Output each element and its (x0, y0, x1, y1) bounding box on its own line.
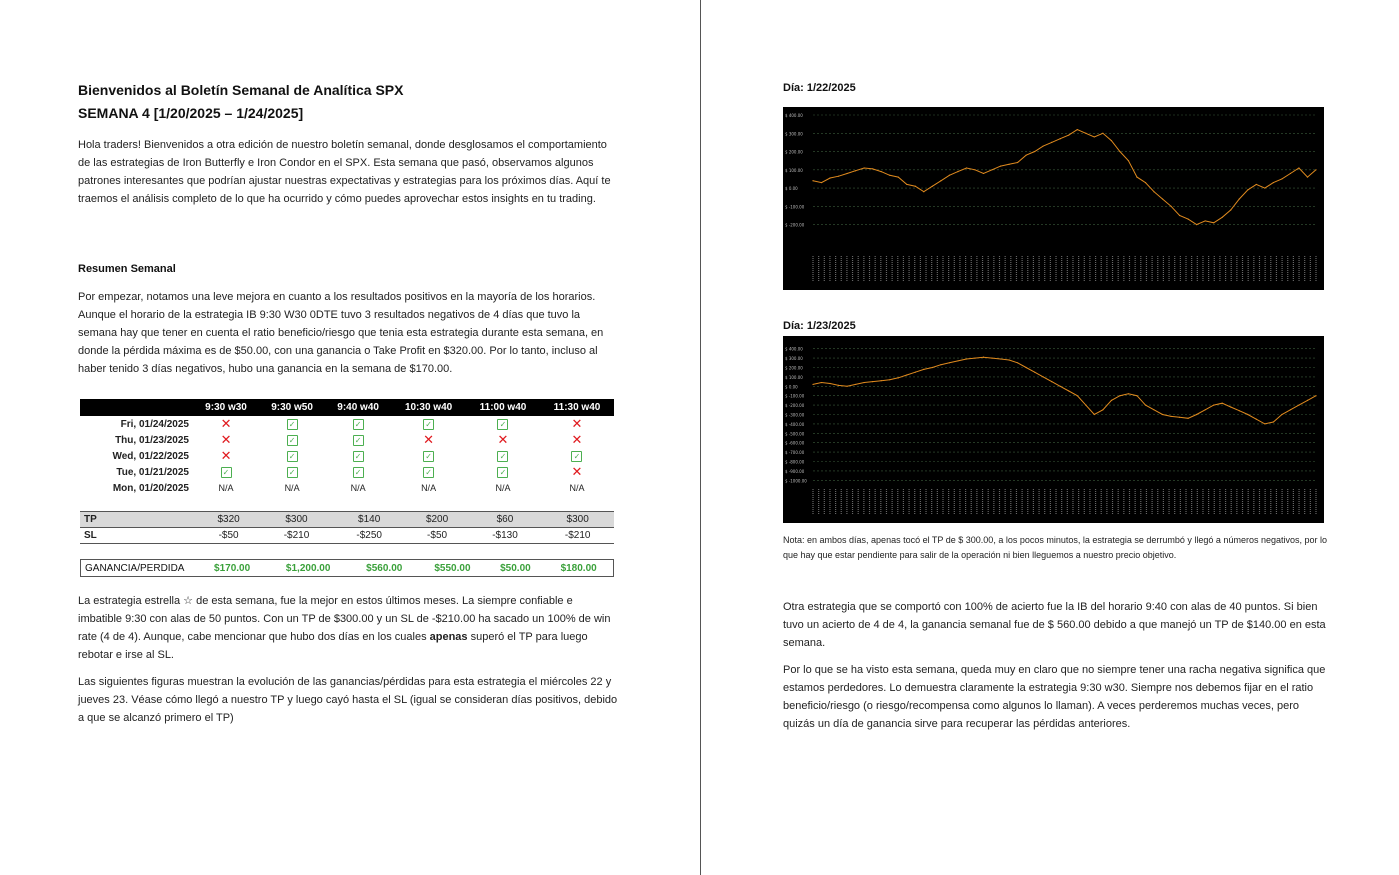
data-point (1034, 151, 1035, 152)
header-1100w40: 11:00 w40 (466, 399, 540, 416)
data-point (855, 170, 856, 171)
data-point (1051, 142, 1052, 143)
result-cell (466, 432, 540, 448)
star-strategy-paragraph (78, 592, 618, 664)
pnl-series-line (813, 357, 1316, 424)
result-cell (391, 432, 466, 448)
tp-value: $60 (469, 512, 542, 528)
sl-value: -$50 (197, 528, 260, 544)
data-point (1026, 155, 1027, 156)
data-point (983, 173, 984, 174)
chart-day2-svg (783, 336, 1324, 523)
data-point (1315, 395, 1316, 396)
gain-value: $170.00 (198, 560, 266, 577)
data-point (1281, 178, 1282, 179)
data-point (1077, 395, 1078, 396)
x-mark-icon: ✕ (497, 432, 509, 447)
y-tick-label: $ -500.00 (785, 431, 805, 437)
y-tick-label: $ 0.00 (785, 186, 798, 192)
header-1130w40: 11:30 w40 (540, 399, 614, 416)
row-date: Wed, 01/22/2025 (112, 450, 189, 462)
star-text-b: superó el TP para luego rebotar e irse al SL. (78, 631, 588, 661)
data-point (889, 175, 890, 176)
check-box-icon: ✓ (571, 451, 582, 462)
check-box-icon: ✓ (287, 451, 298, 462)
data-point (1085, 133, 1086, 134)
check-box-icon: ✓ (353, 419, 364, 430)
week-title: SEMANA 4 [1/20/2025 – 1/24/2025] (78, 105, 304, 121)
data-point (1315, 169, 1316, 170)
data-point (1179, 215, 1180, 216)
result-cell (259, 432, 325, 448)
data-point (1196, 224, 1197, 225)
result-cell (193, 480, 259, 496)
y-tick-label: $ 100.00 (785, 374, 803, 380)
na-value: N/A (569, 482, 585, 493)
results-body (80, 416, 614, 496)
data-point (1162, 198, 1163, 199)
data-point (1213, 405, 1214, 406)
y-tick-label: $ 400.00 (785, 346, 803, 352)
tp-row (80, 512, 614, 528)
results-corner (80, 399, 193, 416)
data-point (923, 369, 924, 370)
data-point (974, 358, 975, 359)
result-cell (540, 432, 614, 448)
gain-value: $50.00 (487, 560, 545, 577)
results-row (80, 432, 614, 448)
tp-label: TP (80, 512, 197, 528)
data-point (1153, 191, 1154, 192)
data-point (898, 177, 899, 178)
data-point (1026, 367, 1027, 368)
result-cell (193, 432, 259, 448)
check-box-icon: ✓ (497, 467, 508, 478)
result-cell (325, 464, 391, 480)
data-point (1043, 376, 1044, 377)
data-point (1102, 409, 1103, 410)
gain-table (80, 559, 614, 577)
data-point (1119, 151, 1120, 152)
check-box-icon: ✓ (353, 451, 364, 462)
data-point (1136, 177, 1137, 178)
data-point (829, 177, 830, 178)
y-tick-label: $ -300.00 (785, 412, 805, 418)
results-row (80, 448, 614, 464)
result-cell (466, 464, 540, 480)
day2-label: Día: 1/23/2025 (783, 320, 856, 332)
header-930w50: 9:30 w50 (259, 399, 325, 416)
data-point (923, 191, 924, 192)
figures-paragraph: Las siguientes figuras muestran la evolución de las ganancias/pérdidas para esta estrategia el miércoles 22 y jueves 23. Véase cómo llegó a nuestro TP y luego cayó hasta el SL (igual se consideran días positivos, debido a que se alcanzó primero el TP) (78, 676, 618, 724)
data-point (1264, 423, 1265, 424)
tp-value: $300 (260, 512, 333, 528)
y-tick-label: $ -200.00 (785, 403, 805, 409)
data-point (1077, 129, 1078, 130)
sl-value: -$50 (405, 528, 468, 544)
data-point (940, 364, 941, 365)
data-point (932, 186, 933, 187)
result-cell (540, 448, 614, 464)
result-cell (193, 448, 259, 464)
chart-day1 (783, 107, 1324, 290)
result-cell (391, 480, 466, 496)
data-point (1051, 381, 1052, 382)
data-point (1298, 167, 1299, 168)
data-point (1085, 405, 1086, 406)
result-cell (325, 432, 391, 448)
check-box-icon: ✓ (497, 451, 508, 462)
x-mark-icon: ✕ (571, 416, 583, 431)
y-tick-label: $ -1000.00 (785, 478, 807, 484)
data-point (821, 182, 822, 183)
check-box-icon: ✓ (423, 467, 434, 478)
row-date: Mon, 01/20/2025 (112, 482, 189, 494)
right-paragraph-2: Por lo que se ha visto esta semana, queda muy en claro que no siempre tener una racha negativa significa que estamos perdedores. Lo demuestra claramente la estrategia 9:30 w30. Siempre nos debemos fijar en el ratio beneficio/riesgo (o riesgo/recompensa como algunos lo llaman). A veces perderemos muchas veces, pero quizás un día de ganancia sirve para recuperar las pérdidas anteriores. (783, 664, 1326, 730)
check-box-icon: ✓ (221, 467, 232, 478)
result-cell (391, 448, 466, 464)
data-point (1128, 160, 1129, 161)
y-tick-label: $ -400.00 (785, 421, 805, 427)
data-point (1230, 406, 1231, 407)
y-tick-label: $ -900.00 (785, 468, 805, 474)
na-value: N/A (495, 482, 511, 493)
data-point (855, 384, 856, 385)
data-point (1239, 198, 1240, 199)
results-row (80, 464, 614, 480)
data-point (847, 173, 848, 174)
data-point (1145, 182, 1146, 183)
results-row (80, 416, 614, 432)
data-point (949, 362, 950, 363)
data-point (1017, 362, 1018, 363)
data-point (1222, 217, 1223, 218)
result-cell (391, 416, 466, 432)
data-point (1247, 189, 1248, 190)
data-point (1273, 182, 1274, 183)
y-tick-label: $ 300.00 (785, 131, 803, 137)
x-mark-icon: ✕ (423, 432, 435, 447)
data-point (1170, 206, 1171, 207)
data-point (991, 358, 992, 359)
tp-value: $300 (541, 512, 614, 528)
y-tick-label: $ 200.00 (785, 149, 803, 155)
data-point (1290, 409, 1291, 410)
data-point (1102, 133, 1103, 134)
data-point (1264, 187, 1265, 188)
right-paragraph-1: Otra estrategia que se comportó con 100% de acierto fue la IB del horario 9:40 con alas de 40 puntos. Si bien tuvo un acierto de 4 de 4, la ganancia semanal fue de $ 560.00 debido a que manejó un TP de $140.00 en esta semana. (783, 601, 1326, 649)
data-point (983, 357, 984, 358)
data-point (881, 380, 882, 381)
data-point (838, 176, 839, 177)
data-point (898, 377, 899, 378)
check-box-icon: ✓ (287, 435, 298, 446)
sl-value: -$250 (333, 528, 406, 544)
data-point (1060, 386, 1061, 387)
data-point (991, 169, 992, 170)
data-point (1128, 393, 1129, 394)
data-point (932, 367, 933, 368)
data-point (1068, 134, 1069, 135)
chart-day1-svg (783, 107, 1324, 290)
data-point (1136, 395, 1137, 396)
star-text-a: La estrategia estrella ☆ de esta semana, fue la mejor en estos últimos meses. La siempre confiable e imbatible 9:30 con alas de 50 puntos. Con un TP de $300.00 y un SL de -$210.00 ha sacado un 100% de win rate (4 de 4). Aunque, cabe mencionar que hubo dos días en los cuales (78, 595, 611, 643)
data-point (838, 385, 839, 386)
na-value: N/A (218, 482, 234, 493)
sl-value: -$130 (469, 528, 542, 544)
data-point (847, 386, 848, 387)
data-point (966, 167, 967, 168)
summary-paragraph: Por empezar, notamos una leve mejora en cuanto a los resultados positivos en la mayoría de los horarios. Aunque el horario de la estrategia IB 9:30 W30 0DTE tuvo 3 resultados negativos de 4 días que tuvo la semana hay que tener en cuenta el ratio beneficio/riesgo que tenia esta estrategia durante esta semana, en donde la pérdida máxima es de $50.00, con una ganancia o Take Profit en $320.00. Por lo tanto, incluso al haber tenido 3 días negativos, hubo una ganancia en la semana de $170.00. (78, 291, 604, 375)
y-tick-label: $ -200.00 (785, 222, 805, 228)
tp-value: $200 (405, 512, 468, 528)
data-point (1196, 414, 1197, 415)
data-point (1119, 395, 1120, 396)
result-cell (540, 464, 614, 480)
x-mark-icon: ✕ (571, 432, 583, 447)
row-date: Tue, 01/21/2025 (116, 466, 189, 478)
data-point (1170, 416, 1171, 417)
data-point (906, 374, 907, 375)
data-point (812, 180, 813, 181)
data-point (1111, 140, 1112, 141)
gain-value: $180.00 (544, 560, 613, 577)
header-1030w40: 10:30 w40 (391, 399, 466, 416)
data-point (1094, 136, 1095, 137)
pnl-series-line (813, 130, 1316, 225)
chart-day2 (783, 336, 1324, 523)
y-tick-label: $ 0.00 (785, 384, 798, 390)
data-point (1000, 358, 1001, 359)
star-text-bold: apenas (429, 631, 468, 643)
data-point (1017, 162, 1018, 163)
check-box-icon: ✓ (287, 419, 298, 430)
data-point (1060, 138, 1061, 139)
data-point (1307, 400, 1308, 401)
data-point (1205, 409, 1206, 410)
y-tick-label: $ 200.00 (785, 365, 803, 371)
data-point (1162, 414, 1163, 415)
data-point (1008, 164, 1009, 165)
x-mark-icon: ✕ (220, 432, 232, 447)
data-point (821, 382, 822, 383)
result-cell (325, 480, 391, 496)
check-box-icon: ✓ (353, 435, 364, 446)
data-point (1239, 410, 1240, 411)
result-cell (466, 416, 540, 432)
data-point (864, 167, 865, 168)
y-tick-label: $ 300.00 (785, 356, 803, 362)
data-point (1230, 209, 1231, 210)
result-cell (259, 480, 325, 496)
check-box-icon: ✓ (423, 451, 434, 462)
sl-row (80, 528, 614, 544)
data-point (1000, 166, 1001, 167)
check-box-icon: ✓ (353, 467, 364, 478)
results-table (80, 399, 614, 496)
gain-value: $550.00 (418, 560, 486, 577)
data-point (1256, 419, 1257, 420)
gain-label: GANANCIA/PERDIDA (81, 560, 199, 577)
data-point (829, 383, 830, 384)
data-point (872, 168, 873, 169)
data-point (1256, 184, 1257, 185)
data-point (966, 358, 967, 359)
data-point (1188, 418, 1189, 419)
data-point (906, 184, 907, 185)
data-point (957, 171, 958, 172)
data-point (1188, 219, 1189, 220)
results-header-row (80, 399, 614, 416)
summary-heading: Resumen Semanal (78, 263, 176, 275)
result-cell (466, 448, 540, 464)
data-point (889, 379, 890, 380)
data-point (1213, 222, 1214, 223)
header-930w30: 9:30 w30 (193, 399, 259, 416)
data-point (1307, 177, 1308, 178)
data-point (1298, 405, 1299, 406)
chart-note: Nota: en ambos días, apenas tocó el TP de $ 300.00, a los pocos minutos, la estrategia se derrumbó y llegó a números negativos, por lo que hay que estar pendiente para salir de la operación ni bien lleguemos a nuestro precio objetivo. (783, 535, 1327, 560)
na-value: N/A (421, 482, 437, 493)
results-row (80, 480, 614, 496)
tp-value: $320 (197, 512, 260, 528)
newsletter-title: Bienvenidos al Boletín Semanal de Analítica SPX (78, 82, 404, 98)
data-point (1094, 414, 1095, 415)
data-point (872, 381, 873, 382)
header-940w40: 9:40 w40 (325, 399, 391, 416)
result-cell (193, 464, 259, 480)
y-tick-label: $ -800.00 (785, 459, 805, 465)
result-cell (325, 448, 391, 464)
tp-sl-table (80, 511, 614, 544)
y-tick-label: $ -700.00 (785, 450, 805, 456)
na-value: N/A (350, 482, 366, 493)
sl-value: -$210 (541, 528, 614, 544)
x-mark-icon: ✕ (220, 448, 232, 463)
data-point (1034, 372, 1035, 373)
data-point (1179, 417, 1180, 418)
data-point (1290, 173, 1291, 174)
result-cell (540, 416, 614, 432)
data-point (974, 169, 975, 170)
sl-label: SL (80, 528, 197, 544)
gain-value: $1,200.00 (266, 560, 350, 577)
row-date: Thu, 01/23/2025 (115, 434, 189, 446)
x-mark-icon: ✕ (571, 464, 583, 479)
check-box-icon: ✓ (497, 419, 508, 430)
y-tick-label: $ -100.00 (785, 393, 805, 399)
tp-value: $140 (333, 512, 406, 528)
data-point (812, 384, 813, 385)
result-cell (540, 480, 614, 496)
result-cell (259, 416, 325, 432)
data-point (1153, 409, 1154, 410)
data-point (1273, 421, 1274, 422)
result-cell (259, 448, 325, 464)
data-point (1281, 414, 1282, 415)
data-point (1205, 220, 1206, 221)
y-tick-label: $ -600.00 (785, 440, 805, 446)
check-box-icon: ✓ (423, 419, 434, 430)
result-cell (391, 464, 466, 480)
data-point (1145, 405, 1146, 406)
data-point (949, 175, 950, 176)
data-point (881, 171, 882, 172)
result-cell (259, 464, 325, 480)
data-point (1247, 414, 1248, 415)
day1-label: Día: 1/22/2025 (783, 82, 856, 94)
gain-value: $560.00 (350, 560, 418, 577)
gain-row (81, 560, 614, 577)
result-cell (466, 480, 540, 496)
data-point (1111, 400, 1112, 401)
sl-value: -$210 (260, 528, 333, 544)
check-box-icon: ✓ (287, 467, 298, 478)
row-date: Fri, 01/24/2025 (120, 418, 189, 430)
data-point (957, 360, 958, 361)
na-value: N/A (284, 482, 300, 493)
result-cell (325, 416, 391, 432)
data-point (1008, 359, 1009, 360)
data-point (915, 372, 916, 373)
intro-paragraph: Hola traders! Bienvenidos a otra edición de nuestro boletín semanal, donde desglosamos el comportamiento de las estrategias de Iron Butterfly e Iron Condor en el SPX. Esta semana que pasó, observamos algunos patrones interesantes que podrían ajustar nuestras expectativas y estrategias para los próximos días. Aquí te traemos el análisis completo de lo que ha ocurrido y cómo puedes aprovechar estos insights en tu trading. (78, 139, 611, 205)
data-point (1068, 390, 1069, 391)
data-point (915, 186, 916, 187)
data-point (864, 382, 865, 383)
x-mark-icon: ✕ (220, 416, 232, 431)
result-cell (193, 416, 259, 432)
y-tick-label: $ 100.00 (785, 167, 803, 173)
y-tick-label: $ -100.00 (785, 204, 805, 210)
data-point (1043, 145, 1044, 146)
data-point (1222, 403, 1223, 404)
data-point (940, 180, 941, 181)
y-tick-label: $ 400.00 (785, 113, 803, 118)
